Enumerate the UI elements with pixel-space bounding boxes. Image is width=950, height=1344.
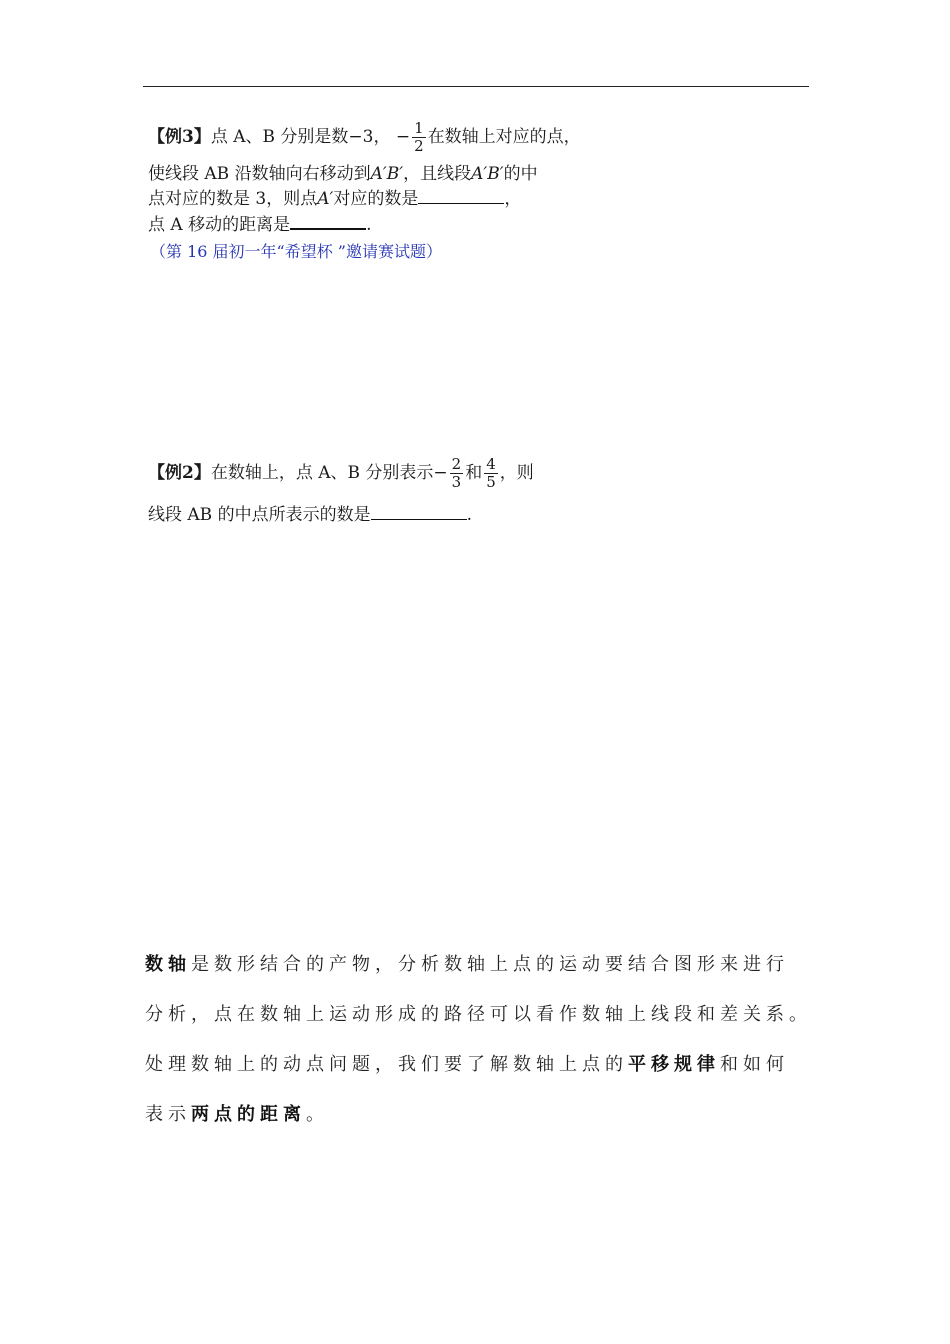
example2-minus: − — [433, 463, 448, 483]
summary-bold-number-line: 数轴 — [145, 954, 191, 975]
answer-blank-1[interactable] — [418, 187, 504, 204]
fraction-numerator: 1 — [414, 119, 424, 137]
summary-line1-text: 是数形结合的产物，分析数轴上点的运动要结合图形来进行 — [191, 954, 789, 975]
segment-apbp: A′B′ — [370, 164, 404, 184]
fraction-denominator: 3 — [451, 473, 462, 491]
example3-line3-end: ， — [504, 189, 522, 209]
example3-line1-text-a: 点 A、B 分别是数 — [210, 127, 349, 147]
example2-tag: 【例2】 — [148, 463, 211, 483]
fraction-numerator: 2 — [451, 455, 462, 473]
example2-line1 — [148, 456, 534, 491]
summary-line2 — [145, 1000, 812, 1026]
summary-line4 — [145, 1100, 329, 1126]
example3-line2-text-b: ，且线段 — [403, 164, 472, 184]
fraction-numerator: 4 — [486, 455, 496, 473]
example3-minus: − — [395, 127, 411, 147]
summary-line3-text-b: 和如何 — [720, 1054, 789, 1075]
example2-line1-text-b: ，则 — [499, 463, 534, 483]
example2-line2 — [148, 503, 472, 527]
example3-line4-end: . — [366, 215, 372, 235]
segment-apbp-2: A′B′ — [471, 164, 504, 184]
example3-fraction — [412, 120, 426, 155]
example3-line2 — [148, 162, 538, 186]
fraction-denominator: 2 — [414, 137, 424, 155]
example3-line2-text-c: 的中 — [503, 164, 538, 184]
example3-neg3: −3， — [348, 127, 391, 147]
example3-line4 — [148, 212, 372, 237]
fraction-denominator: 5 — [486, 473, 496, 491]
example3-line2-text-a: 使线段 AB 沿数轴向右移动到 — [148, 164, 371, 184]
answer-blank-2[interactable] — [290, 212, 366, 230]
example3-tag: 【例3】 — [148, 127, 211, 147]
summary-line4-text-b: 。 — [306, 1104, 329, 1125]
example2-line2-end: . — [466, 505, 472, 525]
point-ap: A′ — [317, 189, 334, 209]
summary-bold-translation-rule: 平移规律 — [628, 1054, 720, 1075]
summary-line2-text: 分析，点在数轴上运动形成的路径可以看作数轴上线段和差关系。 — [145, 1004, 812, 1025]
summary-line4-text-a: 表示 — [145, 1104, 191, 1125]
example3-source: （第 16 届初一年“希望杯 ”邀请赛试题） — [150, 242, 442, 261]
example3-line3 — [148, 187, 521, 211]
summary-bold-distance: 两点的距离 — [191, 1104, 306, 1125]
example2-line1-text-a: 在数轴上，点 A、B 分别表示 — [210, 463, 434, 483]
example3-line1 — [148, 120, 581, 155]
example2-line2-text: 线段 AB 的中点所表示的数是 — [148, 505, 371, 525]
example2-and: 和 — [465, 463, 483, 483]
example3-line4-text: 点 A 移动的距离是 — [148, 215, 291, 235]
summary-line1 — [145, 950, 789, 976]
header-rule — [143, 86, 809, 87]
example3-line1-text-b: 在数轴上对应的点， — [427, 127, 581, 147]
example2-fraction-1 — [450, 456, 464, 491]
example3-line3-text-b: 对应的数是 — [333, 189, 419, 209]
summary-line3-text-a: 处理数轴上的动点问题，我们要了解数轴上点的 — [145, 1054, 628, 1075]
example2-fraction-2 — [484, 456, 498, 491]
example3-line3-text-a: 点对应的数是 3，则点 — [148, 189, 318, 209]
summary-line3 — [145, 1050, 789, 1076]
answer-blank-3[interactable] — [371, 503, 467, 520]
